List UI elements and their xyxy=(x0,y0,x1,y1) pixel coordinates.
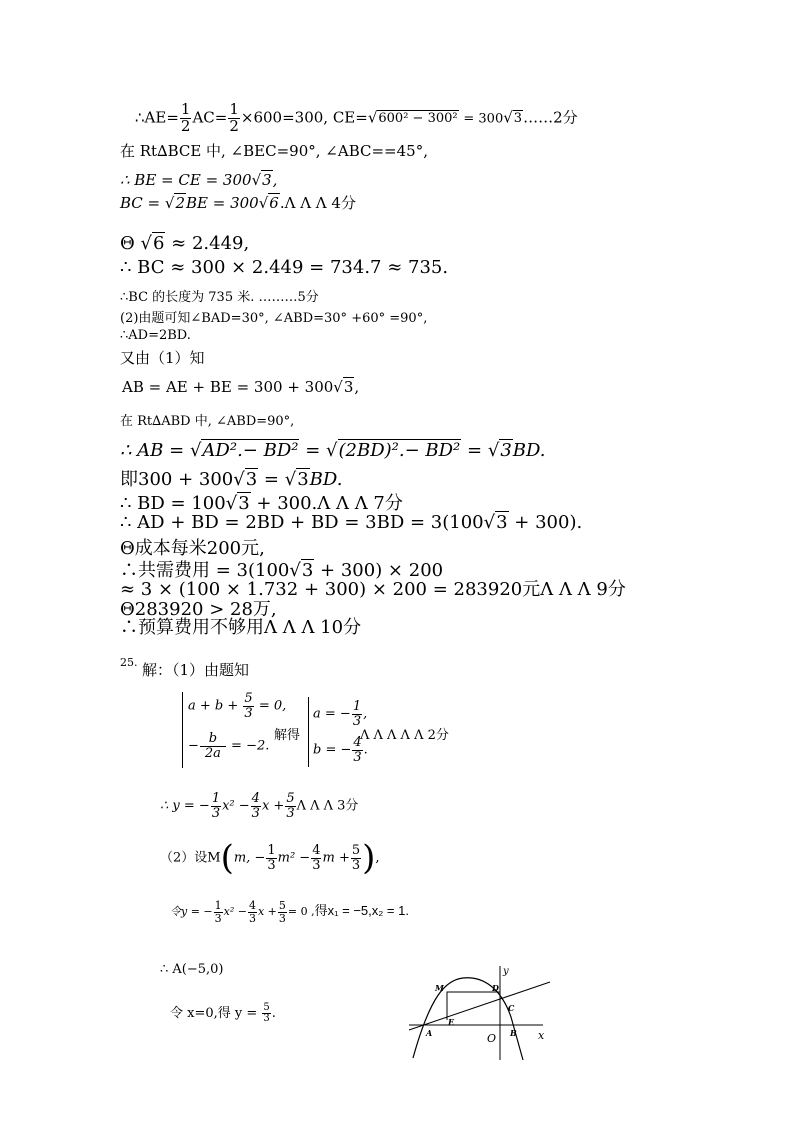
text: + 300) × 200 xyxy=(320,560,444,581)
text: m + xyxy=(322,850,350,866)
den: 3 xyxy=(211,805,221,821)
score: ……2分 xyxy=(523,108,578,127)
text: BC = xyxy=(120,194,161,212)
text: ∴ BE = CE = 300 xyxy=(120,171,252,189)
total-cost-line: ∴共需费用 = 3(100√3 + 300) × 200 xyxy=(120,560,444,581)
text: ∴ y = − xyxy=(160,798,210,814)
den: 2a xyxy=(204,745,221,761)
sqrt-content: 600² − 300² xyxy=(378,111,458,127)
text: BD. xyxy=(512,440,546,461)
text: AC= xyxy=(192,108,228,127)
text: , xyxy=(272,171,278,189)
fraction xyxy=(351,844,361,872)
cost-per-meter-line: Θ成本每米200元, xyxy=(120,538,265,559)
text: 即300 + 300 xyxy=(120,469,234,490)
label-c: C xyxy=(508,1003,515,1013)
be-ce-line: ∴ BE = CE = 300√3, xyxy=(120,171,278,189)
sqrt-content: 3 xyxy=(245,469,258,490)
fraction-half xyxy=(228,102,240,135)
sqrt-content: 3 xyxy=(496,512,508,533)
system-eq-1 xyxy=(188,692,286,720)
right-brace xyxy=(308,697,309,767)
from-1-line: 又由（1）知 xyxy=(120,349,205,367)
text: = 0, xyxy=(258,698,287,714)
den: 3 xyxy=(251,805,260,821)
text: = −2. xyxy=(231,738,270,754)
text: x + xyxy=(257,905,277,919)
text: , xyxy=(375,850,380,866)
den: 3 xyxy=(267,857,276,873)
den: 2 xyxy=(229,116,239,135)
sqrt-content: AD².− BD² xyxy=(202,440,299,461)
bc-length-line: ∴BC 的长度为 735 米. ………5分 xyxy=(120,290,319,305)
text: + 300.Λ Λ Λ 7分 xyxy=(256,493,403,514)
sqrt-content: 3 xyxy=(343,378,354,396)
text: x² − xyxy=(222,798,250,814)
den: 3 xyxy=(312,857,321,873)
fraction xyxy=(311,844,321,872)
text: , xyxy=(354,378,360,396)
sqrt-content: 3 xyxy=(262,171,272,189)
sqrt-content: 3 xyxy=(301,560,314,581)
bc-approx-line: ∴ BC ≈ 300 × 2.449 = 734.7 ≈ 735. xyxy=(120,257,449,278)
text: BD. xyxy=(309,469,343,490)
den: 3 xyxy=(278,911,286,925)
sqrt-content: 3 xyxy=(500,440,512,461)
text: ∴ AD + BD = 2BD + BD = 3BD = 3(100 xyxy=(120,512,484,533)
text: ∴ AB = xyxy=(120,440,185,461)
sqrt-content: 6 xyxy=(152,233,165,254)
bc-line: BC = √2BE = 300√6.Λ Λ Λ 4分 xyxy=(120,194,356,212)
num: 1 xyxy=(267,842,276,858)
num: 1 xyxy=(229,100,239,118)
den: 3 xyxy=(248,911,256,925)
text: a = − xyxy=(313,706,351,722)
text: . xyxy=(363,742,368,758)
fraction xyxy=(243,692,253,720)
result-score: Λ Λ Λ Λ Λ 2分 xyxy=(360,728,449,743)
text: m² − xyxy=(277,850,311,866)
label-e: E xyxy=(448,1017,455,1027)
text: Θ xyxy=(120,233,135,254)
rt-bce-line: 在 Rt∆BCE 中, ∠BEC=90°, ∠ABC==45°, xyxy=(120,142,428,160)
text: . xyxy=(271,1006,276,1021)
text: AB = AE + BE = 300 + 300 xyxy=(122,378,334,396)
bd-line: ∴ BD = 100√3 + 300.Λ Λ Λ 7分 xyxy=(120,493,403,514)
den: 3 xyxy=(244,705,253,721)
num: 4 xyxy=(248,899,256,912)
fraction xyxy=(251,792,261,820)
text: ∴ BD = 100 xyxy=(120,493,226,514)
fraction xyxy=(266,844,276,872)
problem-25-head: 解：（1）由题知 xyxy=(142,661,250,679)
den: 3 xyxy=(263,1013,270,1024)
fraction xyxy=(214,900,223,924)
text: 令y = − xyxy=(170,905,213,919)
sqrt-content: 3 xyxy=(238,493,250,514)
sqrt-content: 2 xyxy=(175,194,185,212)
fraction xyxy=(200,732,226,760)
den: 3 xyxy=(353,749,362,765)
num: 4 xyxy=(312,842,321,858)
num: 1 xyxy=(180,100,191,118)
num: 5 xyxy=(351,842,361,858)
compare-line: Θ283920 > 28万, xyxy=(120,599,277,620)
num: 5 xyxy=(244,691,253,706)
text: 令 x=0,得 y = xyxy=(170,1006,258,1021)
score: .Λ Λ Λ 4分 xyxy=(279,194,356,212)
num: 4 xyxy=(251,791,260,806)
text: ≈ 2.449, xyxy=(171,233,250,254)
let-y-zero xyxy=(170,900,409,924)
ji-line: 即300 + 300√3 = √3BD. xyxy=(120,469,343,490)
ad-2bd-line: ∴AD=2BD. xyxy=(120,328,191,343)
problem-number: 25. xyxy=(120,656,138,669)
text: ∴共需费用 = 3(100 xyxy=(120,560,290,581)
left-brace xyxy=(182,692,183,768)
let-x-zero xyxy=(170,1002,276,1025)
part2-line: (2)由题可知∠BAD=30°, ∠ABD=30° +60° =90°, xyxy=(120,311,428,326)
fraction xyxy=(278,900,287,924)
text: m, − xyxy=(233,850,266,866)
text: + 300). xyxy=(514,512,583,533)
num: 1 xyxy=(211,791,221,806)
text: 得x₁ = −5,x₂ = 1. xyxy=(314,903,409,919)
text: = 300 xyxy=(463,111,504,127)
sqrt-content: 6 xyxy=(269,194,279,212)
sqrt-content: 3 xyxy=(513,111,523,127)
label-o: O xyxy=(487,1032,497,1045)
label-a: A xyxy=(426,1028,433,1038)
num: 1 xyxy=(214,899,222,912)
cost-calc-line: ≈ 3 × (100 × 1.732 + 300) × 200 = 283920元Λ Λ Λ 9分 xyxy=(120,579,626,600)
den: 3 xyxy=(351,857,361,873)
sqrt-content: 3 xyxy=(297,469,309,490)
label-x: x xyxy=(538,1029,545,1042)
text: ∴AE= xyxy=(135,108,179,127)
rect-m xyxy=(447,992,500,1020)
parabola-curve xyxy=(413,978,523,1060)
ab-sum-line: AB = AE + BE = 300 + 300√3, xyxy=(122,378,360,396)
label-y: y xyxy=(503,966,509,977)
text: = 0 , xyxy=(287,905,315,919)
num: 5 xyxy=(263,1001,270,1013)
score: Λ Λ Λ 3分 xyxy=(296,798,359,814)
text: BE = 300 xyxy=(186,194,259,212)
num: 1 xyxy=(352,699,362,714)
num: 4 xyxy=(353,735,362,750)
fraction xyxy=(211,792,221,820)
text: ×600=300, CE= xyxy=(240,108,368,127)
label-d: D xyxy=(492,983,499,993)
label-b: B xyxy=(510,1028,517,1038)
text: , xyxy=(363,706,368,722)
fraction-half xyxy=(180,102,192,135)
line-ac xyxy=(409,982,550,1030)
text: x + xyxy=(261,798,285,814)
conclusion-line: ∴预算费用不够用Λ Λ Λ 10分 xyxy=(120,617,362,638)
sqrt6-line: Θ √6 ≈ 2.449, xyxy=(120,233,250,254)
num: 5 xyxy=(278,899,286,912)
text: = xyxy=(263,469,280,490)
parabola-equation xyxy=(160,792,358,820)
fraction xyxy=(262,1003,270,1025)
ae-ce-line: ∴AE= $\frac{1}{2}$ AC= $\frac{1}{2}$ ×600=300, CE=√600² − 300² = 300√3……2分 xyxy=(135,100,578,135)
text: x² − xyxy=(223,905,247,919)
point-m-definition: （2）设M(m, − $\frac{1}{3}$ m² − $\frac{4}{3}$ m + $\frac{5}{3}$ ), xyxy=(160,838,380,878)
den: 3 xyxy=(214,911,222,925)
text: （2）设M xyxy=(160,850,221,866)
den: 3 xyxy=(286,805,295,821)
text: − xyxy=(188,738,199,754)
rt-abd-line: 在 Rt∆ABD 中, ∠ABD=90°, xyxy=(120,414,295,429)
parabola-figure xyxy=(405,962,555,1062)
fraction xyxy=(248,900,257,924)
fraction xyxy=(285,792,295,820)
solve-label: 解得 xyxy=(274,728,301,743)
sqrt-content: (2BD)².− BD² xyxy=(338,440,461,461)
text: b = − xyxy=(313,742,352,758)
num: 5 xyxy=(286,791,295,806)
ad-bd-line: ∴ AD + BD = 2BD + BD = 3BD = 3(100√3 + 300). xyxy=(120,512,583,533)
den: 3 xyxy=(352,713,362,729)
label-m: M xyxy=(435,983,444,993)
text: = xyxy=(305,440,321,461)
text: a + b + xyxy=(188,698,239,714)
point-a-line: ∴ A(−5,0) xyxy=(160,962,224,977)
num: b xyxy=(200,732,226,747)
system-eq-2 xyxy=(188,732,269,760)
text: = xyxy=(467,440,483,461)
ab-pythag-line: ∴ AB = √AD².− BD² = √(2BD)².− BD² = √3BD. xyxy=(120,440,546,461)
den: 2 xyxy=(180,116,191,135)
